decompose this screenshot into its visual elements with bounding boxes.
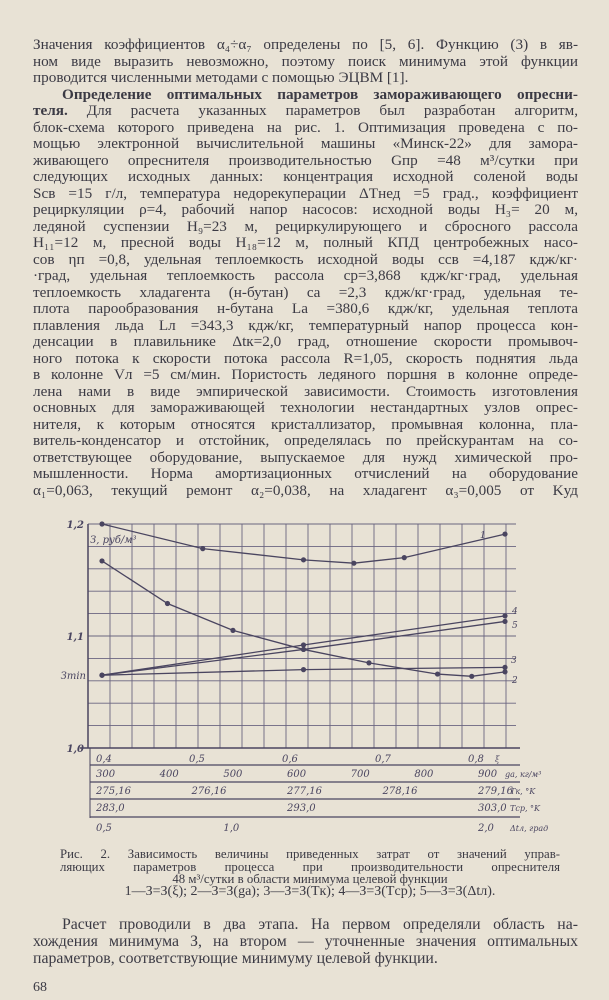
scale-tick-label: 800 bbox=[414, 769, 434, 780]
scale-tick-label: 1,0 bbox=[223, 823, 240, 834]
text-span: Для расчета указанных параметров был разработан алгоритм, bbox=[86, 102, 579, 119]
text-line: плота парообразования н-бутана Lа =380,6 кдж/кг, удельная теплота bbox=[33, 300, 578, 317]
text-line: ном виде выразить невозможно, поэтому поиск минимума этой функции bbox=[33, 52, 578, 70]
scale-tick-label: 303,0 bbox=[478, 803, 507, 814]
data-point bbox=[502, 531, 507, 536]
scale-tick-label: 700 bbox=[350, 769, 370, 780]
series-label: 2 bbox=[512, 676, 518, 686]
data-point bbox=[351, 561, 356, 566]
text-line: проводится численными методами с помощью ЭЦВМ [1]. bbox=[33, 69, 409, 86]
text-line: нителя, к которым относятся кристаллизатор, промывная колонна, пла- bbox=[33, 415, 578, 433]
section-heading-end: теля. bbox=[33, 102, 68, 119]
y-tick-label: 1,2 bbox=[66, 520, 84, 531]
scale-unit-label: Tср, °K bbox=[510, 804, 540, 813]
data-point bbox=[502, 619, 507, 624]
scale-tick-label: 0,8 bbox=[468, 754, 484, 765]
scale-tick-label: 277,16 bbox=[287, 786, 322, 797]
scale-tick-label: 0,4 bbox=[96, 754, 112, 765]
text-line: α₁=0,063, текущий ремонт α₂=0,038, на хладагент α₃=0,005 от Kуд bbox=[33, 481, 578, 499]
text-line: лена нами в виде эмпирической зависимости. Стоимость изготовления bbox=[33, 382, 578, 400]
data-point bbox=[502, 665, 507, 670]
data-point bbox=[301, 557, 306, 562]
data-point bbox=[301, 642, 306, 647]
scale-tick-label: 0,6 bbox=[282, 754, 298, 765]
scale-tick-label: 300 bbox=[96, 769, 116, 780]
text-line: теплоемкость хладагента (н-бутан) cа =2,3 кдж/кг·град, удельная те- bbox=[33, 283, 578, 301]
caption-line: ляющих параметров процесса при производительности опреснителя bbox=[60, 859, 560, 874]
text-line: плавления льда Lл =343,3 кдж/кг, температурный напор процесса кон- bbox=[33, 316, 578, 334]
scale-tick-label: 0,7 bbox=[375, 754, 391, 765]
caption-line: 1—З=З(ξ); 2—З=З(gа); 3—З=З(Tк); 4—З=З(Tср); 5—З=З(Δtл). bbox=[124, 884, 496, 899]
text-line: Расчет проводили в два этапа. На первом определяли область на- bbox=[62, 916, 578, 933]
series-label: 1 bbox=[480, 531, 486, 541]
data-point bbox=[99, 558, 104, 563]
data-point bbox=[301, 667, 306, 672]
text-line: рециркуляции ρ=4, рабочий напор насосов: исходной воды H₃= 20 м, bbox=[33, 201, 578, 218]
scale-tick-label: 279,16 bbox=[478, 786, 513, 797]
text-line: сов ηп =0,8, удельная теплоемкость исходной воды cсв =4,187 кдж/кг· bbox=[33, 250, 578, 268]
text-line: в колонне Vл =5 см/мин. Пористость ледяного поршня в колонне опреде- bbox=[33, 366, 578, 383]
scale-tick-label: 275,16 bbox=[96, 786, 131, 797]
figure-chart bbox=[0, 510, 609, 845]
series-label: 4 bbox=[512, 607, 518, 617]
scale-tick-label: 0,5 bbox=[96, 823, 112, 834]
text-line: Sсв =15 г/л, температура недорекуперации ΔTнед =5 град., коэффициент bbox=[33, 184, 578, 202]
text-line: следующих исходных данных: концентрация исходной соленой воды bbox=[33, 168, 578, 185]
text-line: параметров, соответствующие минимуму целевой функции. bbox=[33, 950, 438, 967]
data-point bbox=[502, 669, 507, 674]
text-line: H₁₁=12 м, пресной воды H₁₈=12 м, полный КПД центробежных насо- bbox=[33, 234, 578, 251]
text-line: мощью электронной вычислительной машины «Минск-22» для замора- bbox=[33, 135, 578, 152]
scale-tick-label: 600 bbox=[287, 769, 307, 780]
text-line: витель-конденсатор и отстойник, определялась по прейскурантам на со- bbox=[33, 432, 578, 449]
data-point bbox=[165, 601, 170, 606]
data-point bbox=[502, 613, 507, 618]
text-line bbox=[33, 103, 578, 119]
scale-tick-label: 2,0 bbox=[478, 823, 494, 834]
scale-tick-label: 278,16 bbox=[382, 786, 418, 797]
text-line: основных для замораживающей технологии нестандартных узлов опрес- bbox=[33, 399, 578, 416]
scale-tick-label: 276,16 bbox=[191, 786, 227, 797]
y-tick-label: 1,0 bbox=[66, 744, 84, 755]
scale-unit-label: Δtл, град bbox=[510, 824, 549, 833]
text-line: ·град, удельная теплоемкость рассола cр=3,868 кдж/кг·град, удельная bbox=[33, 267, 578, 284]
y-tick-label: 1,1 bbox=[66, 632, 84, 643]
series-label: 3 bbox=[511, 656, 517, 666]
y-min-label: Зmin bbox=[60, 671, 86, 683]
y-axis-label: З, руб/м³ bbox=[90, 535, 137, 546]
scale-unit-label: ξ bbox=[495, 755, 500, 764]
data-point bbox=[301, 647, 306, 652]
caption-line: Рис. 2. Зависимость величины приведенных затрат от значений управ- bbox=[60, 847, 560, 861]
scale-tick-label: 500 bbox=[223, 769, 243, 780]
text-line: блок-схема которого приведена на рис. 1. Оптимизация проведена с по- bbox=[33, 118, 578, 136]
data-point bbox=[99, 521, 104, 526]
text-line: живающего опреснителя производительностью Gпр =48 м³/сутки при bbox=[33, 151, 578, 169]
caption-line: 48 м³/сутки в области минимума целевой функции bbox=[172, 872, 448, 886]
data-point bbox=[435, 671, 440, 676]
data-point bbox=[99, 673, 104, 678]
series-label: 5 bbox=[512, 621, 518, 631]
section-heading: Определение оптимальных параметров замораживающего опресни- bbox=[62, 85, 578, 103]
text-line: мышленности. Норма амортизационных отчислений на оборудование bbox=[33, 465, 578, 482]
text-line: денсации в плавильнике Δtк=2,0 град, отношение скорости промывоч- bbox=[33, 333, 578, 350]
scale-tick-label: 293,0 bbox=[287, 803, 316, 814]
scale-tick-label: 0,5 bbox=[189, 754, 205, 765]
text-line: ответствующее оборудование, выпускаемое для нужд химической про- bbox=[33, 448, 578, 466]
data-point bbox=[469, 674, 474, 679]
scale-tick-label: 400 bbox=[159, 769, 179, 780]
data-point bbox=[366, 660, 371, 665]
text-line: хождения минимума З, на втором — уточненные значения оптимальных bbox=[33, 933, 578, 950]
series-line-2 bbox=[102, 561, 505, 676]
text-line: ледяной суспензии H₉=23 м, рециркулирующего и сбросного рассола bbox=[33, 217, 578, 235]
data-point bbox=[402, 555, 407, 560]
scale-unit-label: gа, кг/м³ bbox=[505, 770, 542, 779]
text-line: ного потока к скорости потока рассола R=1,05, скорость поднятия льда bbox=[33, 349, 578, 367]
scale-tick-label: 900 bbox=[478, 769, 498, 780]
text-line: Значения коэффициентов α₄÷α₇ определены по [5, 6]. Функцию (3) в яв- bbox=[33, 36, 578, 53]
page-number: 68 bbox=[33, 980, 47, 995]
scale-tick-label: 283,0 bbox=[96, 803, 125, 814]
scale-unit-label: Tк, °K bbox=[510, 787, 536, 796]
data-point bbox=[200, 546, 205, 551]
data-point bbox=[230, 628, 235, 633]
